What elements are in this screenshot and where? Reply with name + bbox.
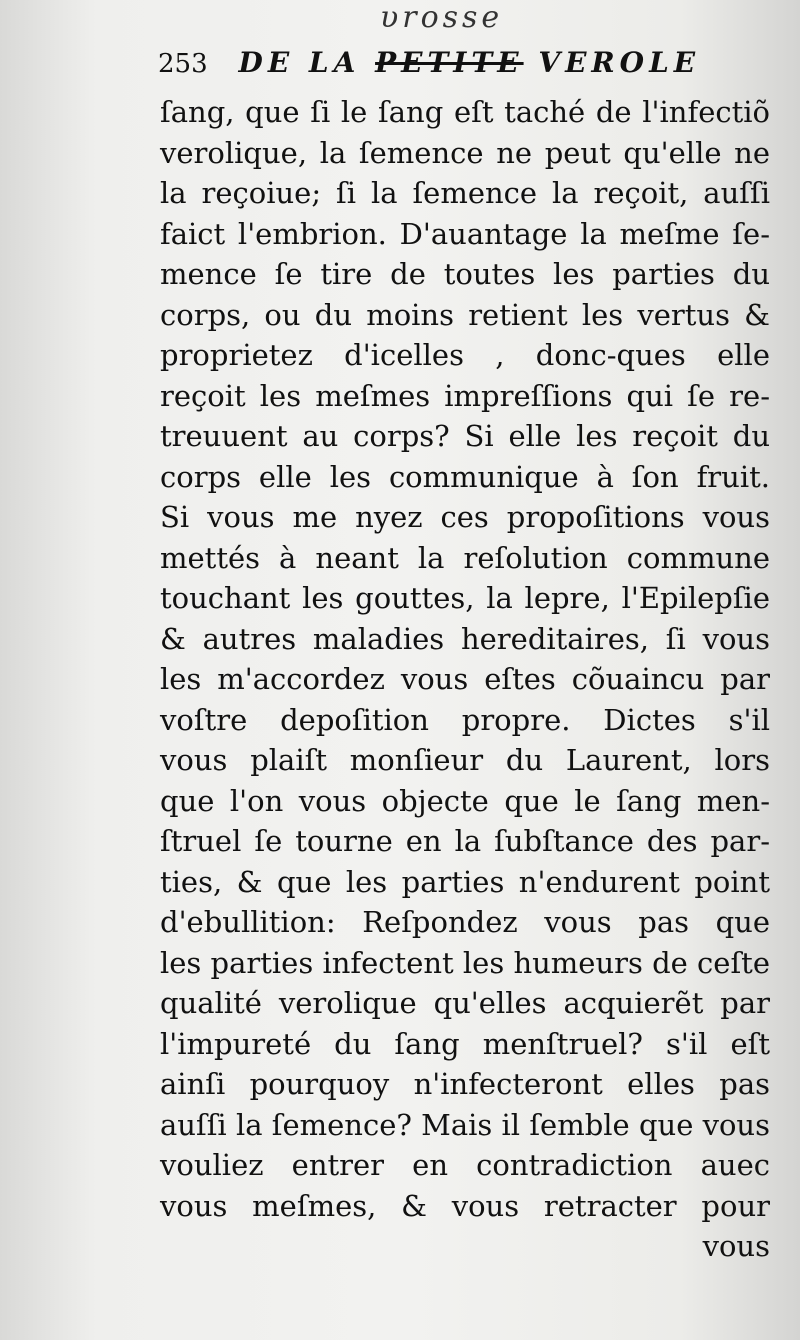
text-line: verolique, la ſemence ne peut qu'elle ne: [160, 135, 770, 170]
text-line: touchant les gouttes, la lepre, l'Epilepſie: [160, 581, 770, 615]
text-line: Si vous me nyez ces propoſitions vous: [160, 500, 770, 534]
text-line: vouliez entrer en contradiction auec: [160, 1148, 770, 1182]
text-line: que l'on vous objecte que le ſang men-: [160, 783, 770, 818]
text-line: l'impureté du ſang menſtruel? s'il eſt: [160, 1026, 770, 1061]
text-line: d'ebullition: Reſpondez vous pas que: [160, 905, 770, 939]
text-line: treuuent au corps? Si elle les reçoit du: [160, 419, 770, 453]
text-line: ties, & que les parties n'endurent point: [160, 864, 770, 899]
text-line: mence ſe tire de toutes les parties du: [160, 257, 770, 291]
text-line: reçoit les meſmes impreſſions qui ſe re-: [160, 378, 770, 413]
text-line: voſtre depoſition propre. Dictes s'il: [160, 702, 770, 737]
handwritten-margin-note: υrosse: [380, 0, 504, 35]
text-line: ainſi pourquoy n'infecteront elles pas: [160, 1067, 770, 1101]
text-line: les parties infectent les humeurs de ceſte: [160, 945, 770, 980]
text-line: auſſi la ſemence? Mais il ſemble que vous: [160, 1107, 770, 1142]
running-title-end: VEROLE: [523, 46, 701, 79]
running-title-start: DE LA: [238, 46, 376, 79]
text-line: mettés à neant la reſolution commune: [160, 540, 770, 575]
text-line: corps elle les communique à ſon fruit.: [160, 459, 770, 494]
body-text: [160, 92, 770, 1267]
text-line: corps, ou du moins retient les vertus &: [160, 297, 770, 332]
catchword: vous: [702, 1229, 770, 1263]
text-line: qualité verolique qu'elles acquierẽt par: [160, 986, 770, 1020]
text-line: la reçoiue; ſi la ſemence la reçoit, auſſi: [160, 176, 770, 210]
text-line: & autres maladies hereditaires, ſi vous: [160, 621, 770, 656]
page-header: [158, 46, 718, 86]
text-line: faict l'embrion. D'auantage la meſme ſe-: [160, 216, 770, 251]
page-number: 253: [158, 49, 208, 79]
text-line: vous plaiſt monſieur du Laurent, lors: [160, 743, 770, 777]
text-line: ſtruel ſe tourne en la ſubſtance des par-: [160, 824, 770, 858]
struck-through-word: PETITE: [375, 46, 524, 79]
text-line: ſang, que ſi le ſang eſt taché de l'infectiõ: [160, 95, 770, 129]
running-title: [239, 46, 701, 79]
text-line: les m'accordez vous eſtes cõuaincu par: [160, 662, 770, 696]
text-line: vous meſmes, & vous retracter pour: [160, 1188, 770, 1223]
text-line: proprietez d'icelles , donc-ques elle: [160, 338, 770, 372]
